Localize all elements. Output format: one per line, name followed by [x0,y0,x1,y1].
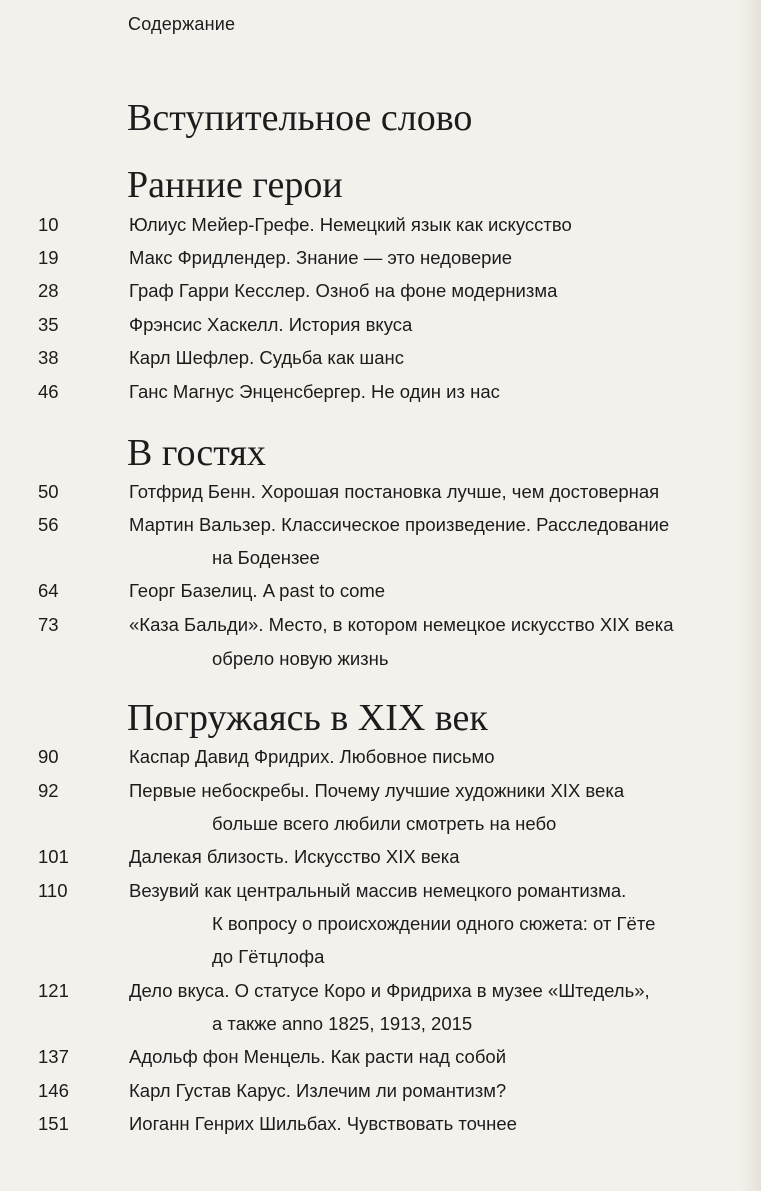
entry-title: Мартин Вальзер. Классическое произведение. Расследование [129,514,670,535]
page-number: 56 [38,514,59,535]
page-number: 38 [38,347,59,368]
entry-title-continuation: К вопросу о происхождении одного сюжета: от Гёте [212,913,656,934]
entry-title: Граф Гарри Кесслер. Озноб на фоне модернизма [129,280,558,301]
section-title: Вступительное слово [127,97,473,139]
page-edge-shadow [739,0,761,1191]
entry-title: Карл Шефлер. Судьба как шанс [129,347,405,368]
page-number: 101 [38,846,69,867]
section-title: В гостях [127,432,266,474]
page-number: 121 [38,980,69,1001]
page-number: 64 [38,580,59,601]
page-number: 137 [38,1046,69,1067]
page-number: 90 [38,746,59,767]
entry-title: Ганс Магнус Энценсбергер. Не один из нас [129,381,500,402]
entry-title: «Каза Бальди». Место, в котором немецкое искусство XIX века [129,614,674,635]
page-number: 73 [38,614,59,635]
entry-title: Каспар Давид Фридрих. Любовное письмо [129,746,495,767]
page-number: 46 [38,381,59,402]
entry-title-continuation: больше всего любили смотреть на небо [212,813,557,834]
section-title: Ранние герои [127,164,343,206]
entry-title: Везувий как центральный массив немецкого романтизма. [129,880,627,901]
running-head: Содержание [128,14,236,34]
page-number: 28 [38,280,59,301]
entry-title: Фрэнсис Хаскелл. История вкуса [129,314,413,335]
section-title: Погружаясь в XIX век [127,697,488,739]
entry-title-continuation: а также anno 1825, 1913, 2015 [212,1013,473,1034]
entry-title: Далекая близость. Искусство XIX века [129,846,460,867]
entry-title: Макс Фридлендер. Знание — это недоверие [129,247,513,268]
entry-title: Готфрид Бенн. Хорошая постановка лучше, чем достоверная [129,481,660,502]
page-number: 151 [38,1113,69,1134]
page-number: 35 [38,314,59,335]
page-number: 92 [38,780,59,801]
entry-title: Дело вкуса. О статусе Коро и Фридриха в музее «Штедель», [129,980,650,1001]
entry-title: Первые небоскребы. Почему лучшие художники XIX века [129,780,625,801]
entry-title-continuation: до Гётцлофа [212,946,325,967]
page-number: 19 [38,247,59,268]
entry-title-continuation: на Бодензее [212,547,320,568]
page-number: 146 [38,1080,69,1101]
entry-title: Юлиус Мейер-Грефе. Немецкий язык как искусство [129,214,572,235]
entry-title-continuation: обрело новую жизнь [212,648,389,669]
entry-title: Георг Базелиц. A past to come [129,580,386,601]
page-number: 10 [38,214,59,235]
entry-title: Иоганн Генрих Шильбах. Чувствовать точнее [129,1113,517,1134]
entry-title: Адольф фон Менцель. Как расти над собой [129,1046,507,1067]
page-number: 50 [38,481,59,502]
entry-title: Карл Густав Карус. Излечим ли романтизм? [129,1080,507,1101]
page-number: 110 [38,880,68,901]
